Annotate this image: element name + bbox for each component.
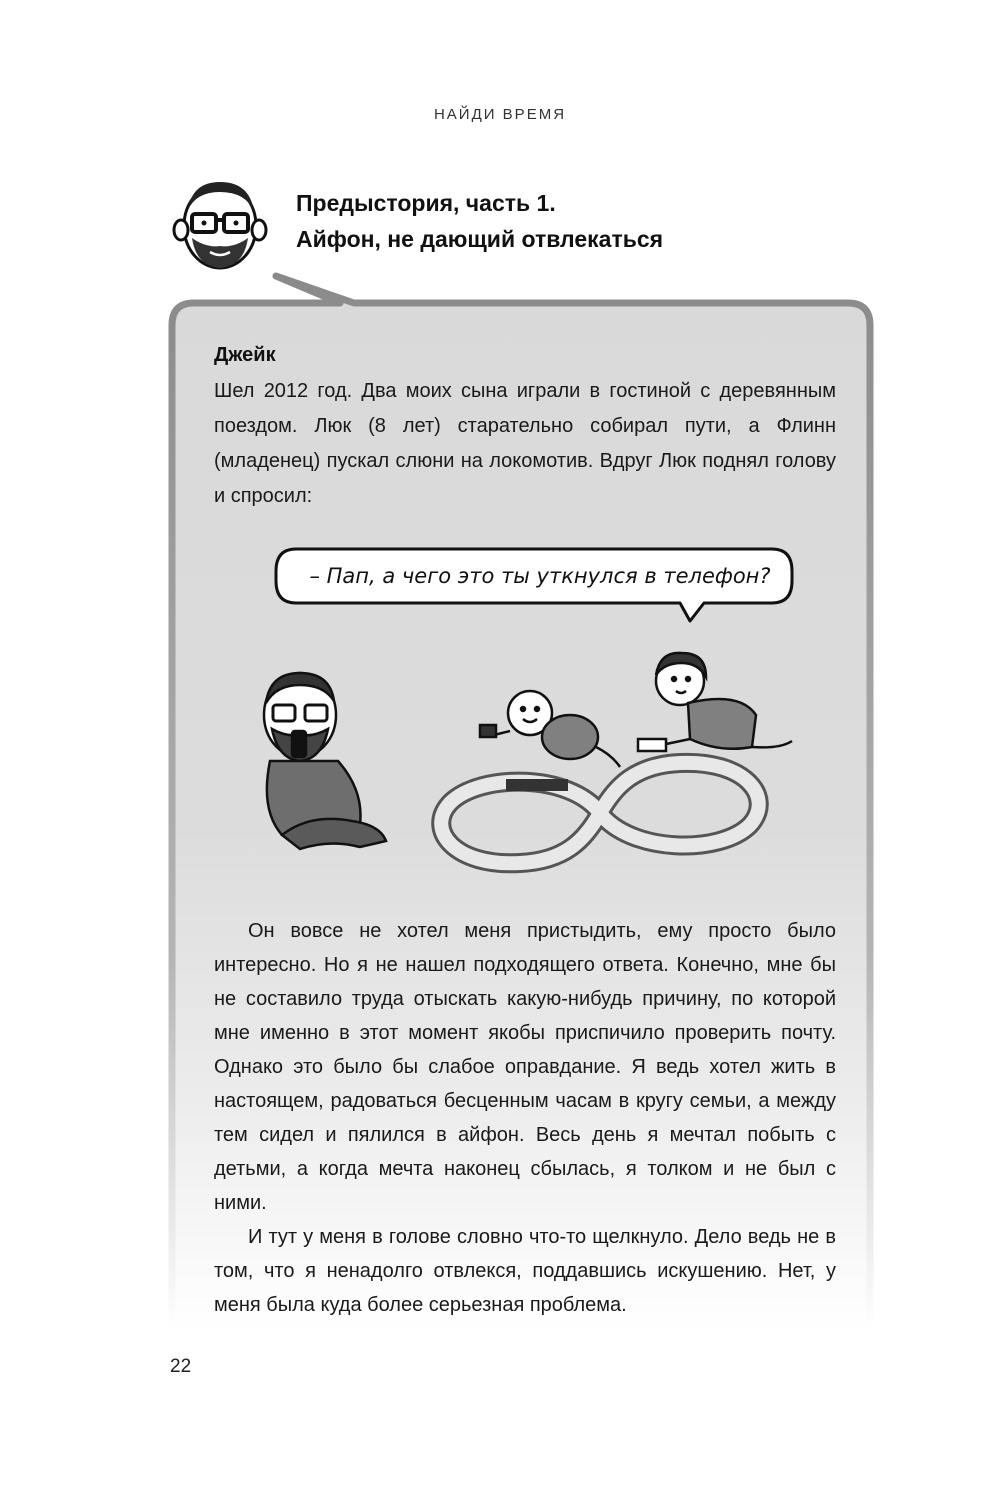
running-head: НАЙДИ ВРЕМЯ xyxy=(433,106,567,123)
section-title-line-2: Айфон, не дающий отвлекаться xyxy=(296,226,664,252)
older-son-figure xyxy=(638,653,792,751)
body-paragraph-2: И тут у меня в голове словно что-то щелкнуло. Дело ведь не в том, что я ненадолго отвлекся, поддавшись искушению. Нет, у меня была куда более серьезная проблема. xyxy=(214,1226,836,1316)
father-figure xyxy=(264,673,386,849)
body-text xyxy=(214,914,836,1322)
baby-figure xyxy=(480,691,620,767)
intro-paragraph: Шел 2012 год. Два моих сына играли в гостиной с деревянным поездом. Люк (8 лет) старательно собирал пути, а Флинн (младенец) пускал слюни на локомотив. Вдруг Люк поднял голову и спросил: xyxy=(214,380,836,507)
author-name: Джейк xyxy=(214,344,276,366)
figure-eight-track xyxy=(441,763,759,863)
body-paragraph-1: Он вовсе не хотел меня пристыдить, ему просто было интересно. Но я не нашел подходящего ответа. Конечно, мне бы не составило труда отыскать какую-нибудь причину, по которой мне именно в этот момент якобы приспичило проверить почту. Однако это было бы слабое оправдание. Я ведь хотел жить в настоящем, радоваться бесценным часам в кругу семьи, а между тем сидел и пялился в айфон. Весь день я мечтал побыть с детьми, а когда мечта наконец сбылась, я толком и не был с ними. xyxy=(214,920,836,1214)
speech-text: – Пап, а чего это ты уткнулся в телефон? xyxy=(309,564,771,588)
section-title-line-1: Предыстория, часть 1. xyxy=(296,190,556,216)
page-number: 22 xyxy=(170,1356,192,1377)
family-playing-trains-illustration xyxy=(240,635,800,875)
